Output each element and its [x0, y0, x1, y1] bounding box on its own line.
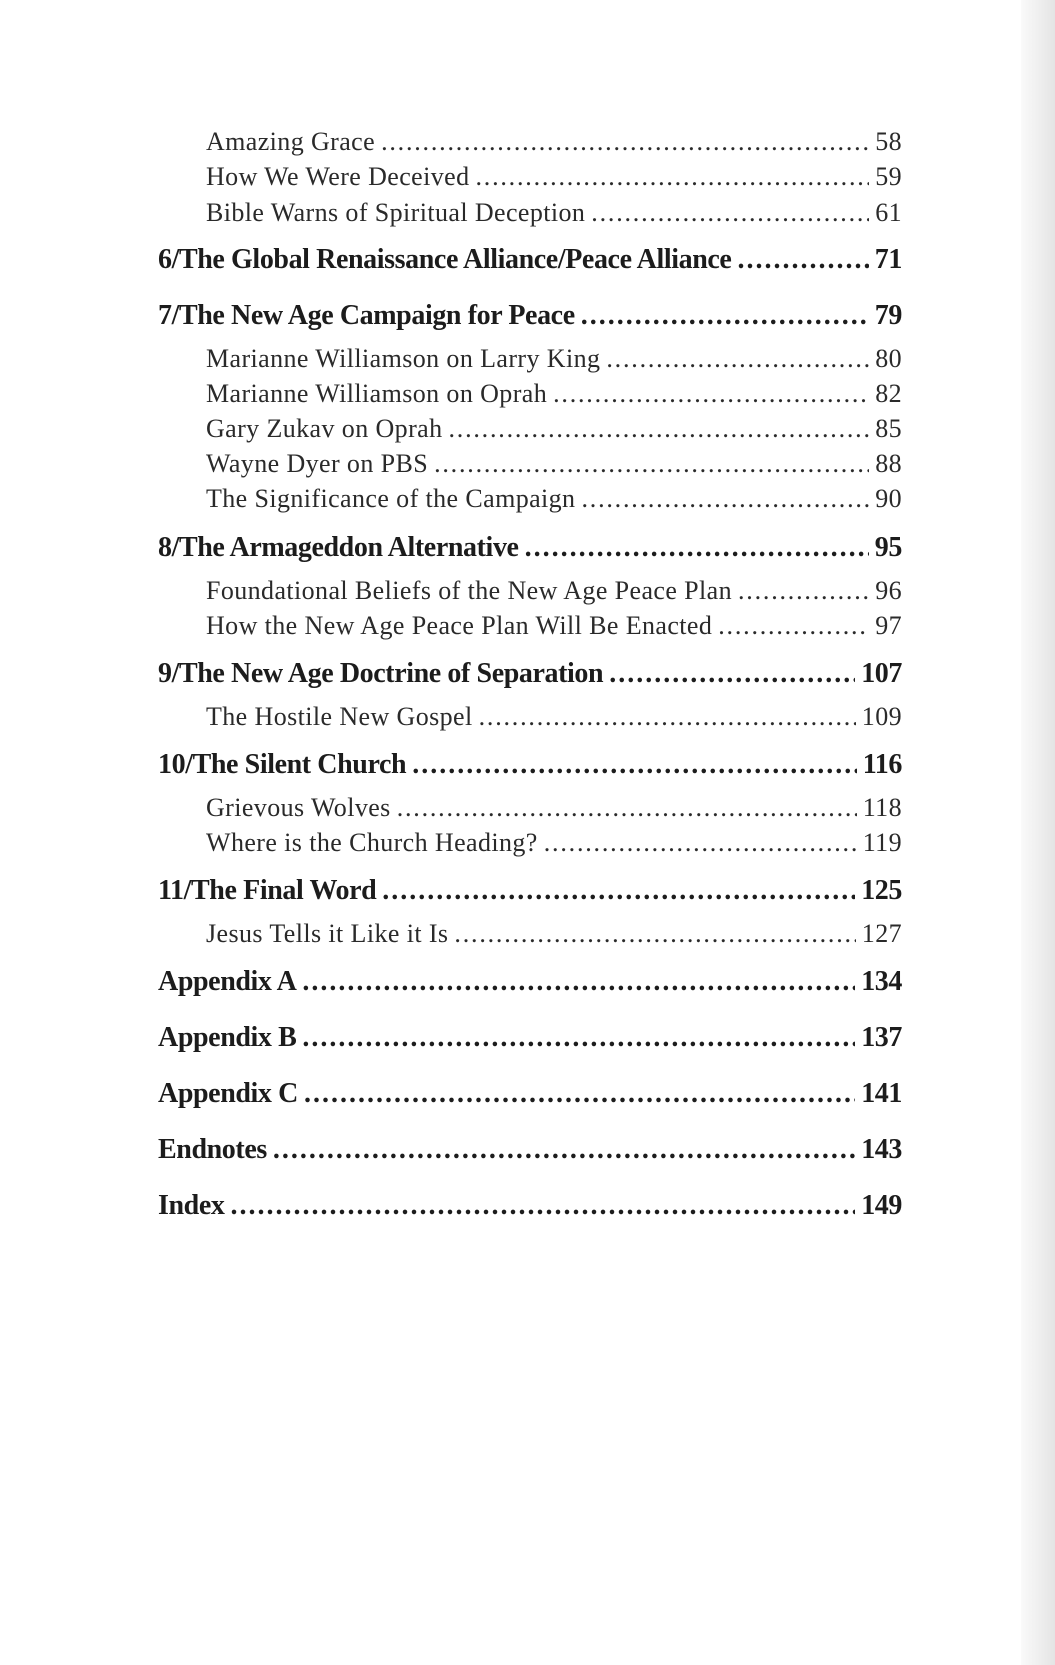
toc-entry-title: 7/The New Age Campaign for Peace — [158, 300, 575, 331]
toc-appendix — [158, 1022, 902, 1054]
toc-page-number: 71 — [874, 244, 902, 275]
dot-leader — [544, 828, 857, 858]
toc-endnotes — [158, 1134, 902, 1166]
toc-chapter — [158, 749, 902, 781]
toc-subentry — [206, 702, 902, 732]
toc-page-number: 97 — [875, 611, 902, 640]
dot-leader — [609, 658, 855, 690]
toc-entry-title: 9/The New Age Doctrine of Separation — [158, 658, 604, 689]
dot-leader — [718, 611, 869, 641]
toc-page-number: 90 — [875, 484, 902, 513]
toc-entry-title: Appendix C — [158, 1078, 298, 1109]
toc-page-number: 61 — [875, 198, 902, 227]
dot-leader — [553, 379, 869, 409]
toc-page-number: 118 — [862, 793, 902, 822]
toc-entry-title: Index — [158, 1190, 225, 1221]
toc-entry-title: Appendix A — [158, 966, 297, 997]
toc-page-number: 96 — [875, 576, 902, 605]
dot-leader — [304, 1078, 855, 1110]
toc-subentry — [206, 484, 902, 514]
dot-leader — [302, 966, 855, 998]
toc-subentry — [206, 162, 902, 192]
toc-subentry — [206, 611, 902, 641]
toc-subentry — [206, 414, 902, 444]
toc-page-number: 107 — [861, 658, 902, 689]
dot-leader — [581, 300, 869, 332]
toc-page-number: 119 — [862, 828, 902, 857]
dot-leader — [475, 162, 869, 192]
dot-leader — [479, 702, 856, 732]
toc-page-number: 125 — [861, 875, 902, 906]
toc-appendix — [158, 1078, 902, 1110]
toc-page-number: 149 — [861, 1190, 902, 1221]
toc-entry-title: Amazing Grace — [206, 127, 376, 156]
dot-leader — [412, 749, 857, 781]
toc-page-number: 85 — [875, 414, 902, 443]
toc-subentry — [206, 828, 902, 858]
toc-subentry — [206, 919, 902, 949]
toc-entry-title: Bible Warns of Spiritual Deception — [206, 198, 586, 227]
toc-subentry — [206, 379, 902, 409]
toc-page-number: 143 — [861, 1134, 902, 1165]
toc-page-number: 59 — [875, 162, 902, 191]
toc-page-number: 127 — [861, 919, 902, 948]
toc-page-number: 109 — [861, 702, 902, 731]
toc-appendix — [158, 966, 902, 998]
toc-entry-title: Jesus Tells it Like it Is — [206, 919, 449, 948]
dot-leader — [397, 793, 857, 823]
toc-entry-title: 8/The Armageddon Alternative — [158, 532, 519, 563]
dot-leader — [448, 414, 869, 444]
toc-page-number: 80 — [875, 344, 902, 373]
toc-entry-title: 10/The Silent Church — [158, 749, 407, 780]
toc-chapter — [158, 658, 902, 690]
toc-entry-title: The Significance of the Campaign — [206, 484, 576, 513]
toc-entry-title: Where is the Church Heading? — [206, 828, 538, 857]
toc-entry-title: How the New Age Peace Plan Will Be Enacted — [206, 611, 713, 640]
toc-entry-title: Appendix B — [158, 1022, 297, 1053]
toc-subentry — [206, 127, 902, 157]
toc-entry-title: 11/The Final Word — [158, 875, 377, 906]
toc-page-number: 79 — [874, 300, 902, 331]
toc-entry-title: Marianne Williamson on Larry King — [206, 344, 601, 373]
toc-entry-title: Grievous Wolves — [206, 793, 391, 822]
toc-subentry — [206, 198, 902, 228]
toc-page-number: 58 — [875, 127, 902, 156]
dot-leader — [434, 449, 869, 479]
dot-leader — [302, 1022, 855, 1054]
toc-entry-title: 6/The Global Renaissance Alliance/Peace Alliance — [158, 244, 732, 275]
toc-entry-title: Gary Zukav on Oprah — [206, 414, 443, 443]
toc-page-number: 134 — [861, 966, 902, 997]
dot-leader — [606, 344, 869, 374]
dot-leader — [454, 919, 855, 949]
toc-chapter — [158, 532, 902, 564]
dot-leader — [591, 198, 869, 228]
toc-page-number: 141 — [861, 1078, 902, 1109]
toc-entry-title: Endnotes — [158, 1134, 267, 1165]
toc-entry-title: Marianne Williamson on Oprah — [206, 379, 548, 408]
dot-leader — [737, 244, 868, 276]
toc-page-number: 82 — [875, 379, 902, 408]
dot-leader — [273, 1134, 855, 1166]
toc-page-number: 116 — [862, 749, 902, 780]
page-edge-shadow — [1021, 0, 1055, 1665]
dot-leader — [525, 532, 869, 564]
toc-entry-title: The Hostile New Gospel — [206, 702, 473, 731]
toc-chapter — [158, 875, 902, 907]
toc-subentry — [206, 576, 902, 606]
dot-leader — [738, 576, 869, 606]
dot-leader — [381, 127, 869, 157]
dot-leader — [382, 875, 855, 907]
toc-subentry — [206, 449, 902, 479]
toc-entry-title: Foundational Beliefs of the New Age Peace Plan — [206, 576, 732, 605]
toc-chapter — [158, 244, 902, 276]
toc-subentry — [206, 793, 902, 823]
toc-subentry — [206, 344, 902, 374]
toc-index — [158, 1190, 902, 1222]
toc-entry-title: How We Were Deceived — [206, 162, 470, 191]
dot-leader — [581, 484, 869, 514]
toc-page-number: 95 — [874, 532, 902, 563]
toc-chapter — [158, 300, 902, 332]
toc-page-number: 88 — [875, 449, 902, 478]
toc-entry-title: Wayne Dyer on PBS — [206, 449, 429, 478]
dot-leader — [230, 1190, 855, 1222]
toc-page-number: 137 — [861, 1022, 902, 1053]
